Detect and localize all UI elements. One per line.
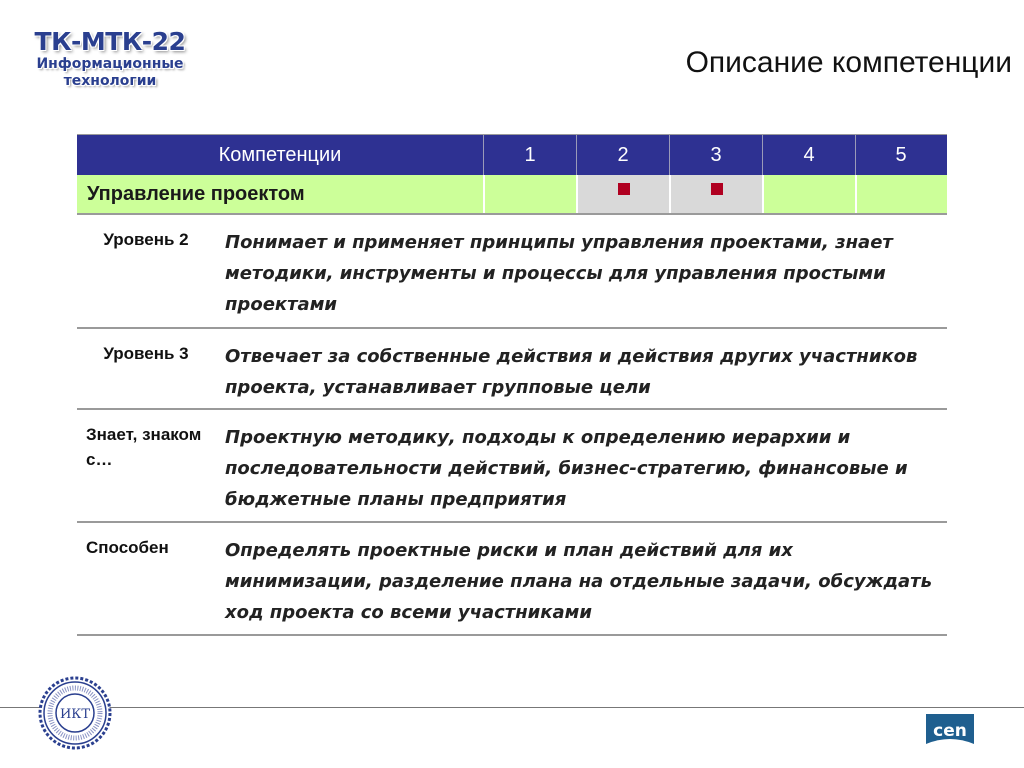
row-label: Уровень 2 xyxy=(103,230,189,249)
level-cell-1 xyxy=(483,175,576,213)
table-header xyxy=(77,134,947,175)
row-description: Отвечает за собственные действия и действия других участников проекта, устанавливает групповые цели xyxy=(225,346,918,398)
header-level-5: 5 xyxy=(855,135,946,175)
tk-mtk-logo xyxy=(20,28,200,90)
competence-name: Управление проектом xyxy=(87,182,305,205)
row-description: Проектную методику, подходы к определению иерархии и последовательности действий, бизнес-стратегию, финансовые и бюджетные планы предприятия xyxy=(225,427,908,510)
table-row xyxy=(77,410,947,523)
level-marker xyxy=(711,183,723,195)
cen-logo-text: cen xyxy=(933,721,967,741)
header-level-3: 3 xyxy=(669,135,762,175)
level-cell-4 xyxy=(762,175,855,213)
row-label: Знает, знаком с… xyxy=(86,425,202,469)
level-cell-5 xyxy=(855,175,946,213)
header-level-1: 1 xyxy=(483,135,576,175)
header-level-2: 2 xyxy=(576,135,669,175)
logo-title: ТК-МТК-22 xyxy=(34,27,186,56)
seal-text: ИКТ xyxy=(59,707,91,722)
cen-logo xyxy=(926,714,974,758)
table-row xyxy=(77,329,947,410)
ikt-seal-logo xyxy=(38,676,112,750)
row-description: Определять проектные риски и план действий для их минимизации, разделение плана на отдельные задачи, обсуждать ход проекта со всеми участниками xyxy=(225,540,933,623)
header-competences: Компетенции xyxy=(218,143,342,166)
table-row xyxy=(77,523,947,636)
row-label: Способен xyxy=(86,538,169,557)
level-marker xyxy=(618,183,630,195)
logo-subtitle-2: технологии xyxy=(63,73,157,89)
logo-subtitle-1: Информационные xyxy=(36,56,184,72)
footer-divider xyxy=(0,707,1024,708)
row-description: Понимает и применяет принципы управления проектами, знает методики, инструменты и процессы для управления простыми проектами xyxy=(225,232,893,315)
row-label: Уровень 3 xyxy=(103,344,189,363)
level-cell-2 xyxy=(576,175,669,213)
header-level-4: 4 xyxy=(762,135,855,175)
competence-table xyxy=(77,134,947,636)
level-cell-3 xyxy=(669,175,762,213)
table-row xyxy=(77,215,947,329)
page-title: Описание компетенции xyxy=(685,46,1012,79)
competence-row xyxy=(77,175,947,215)
